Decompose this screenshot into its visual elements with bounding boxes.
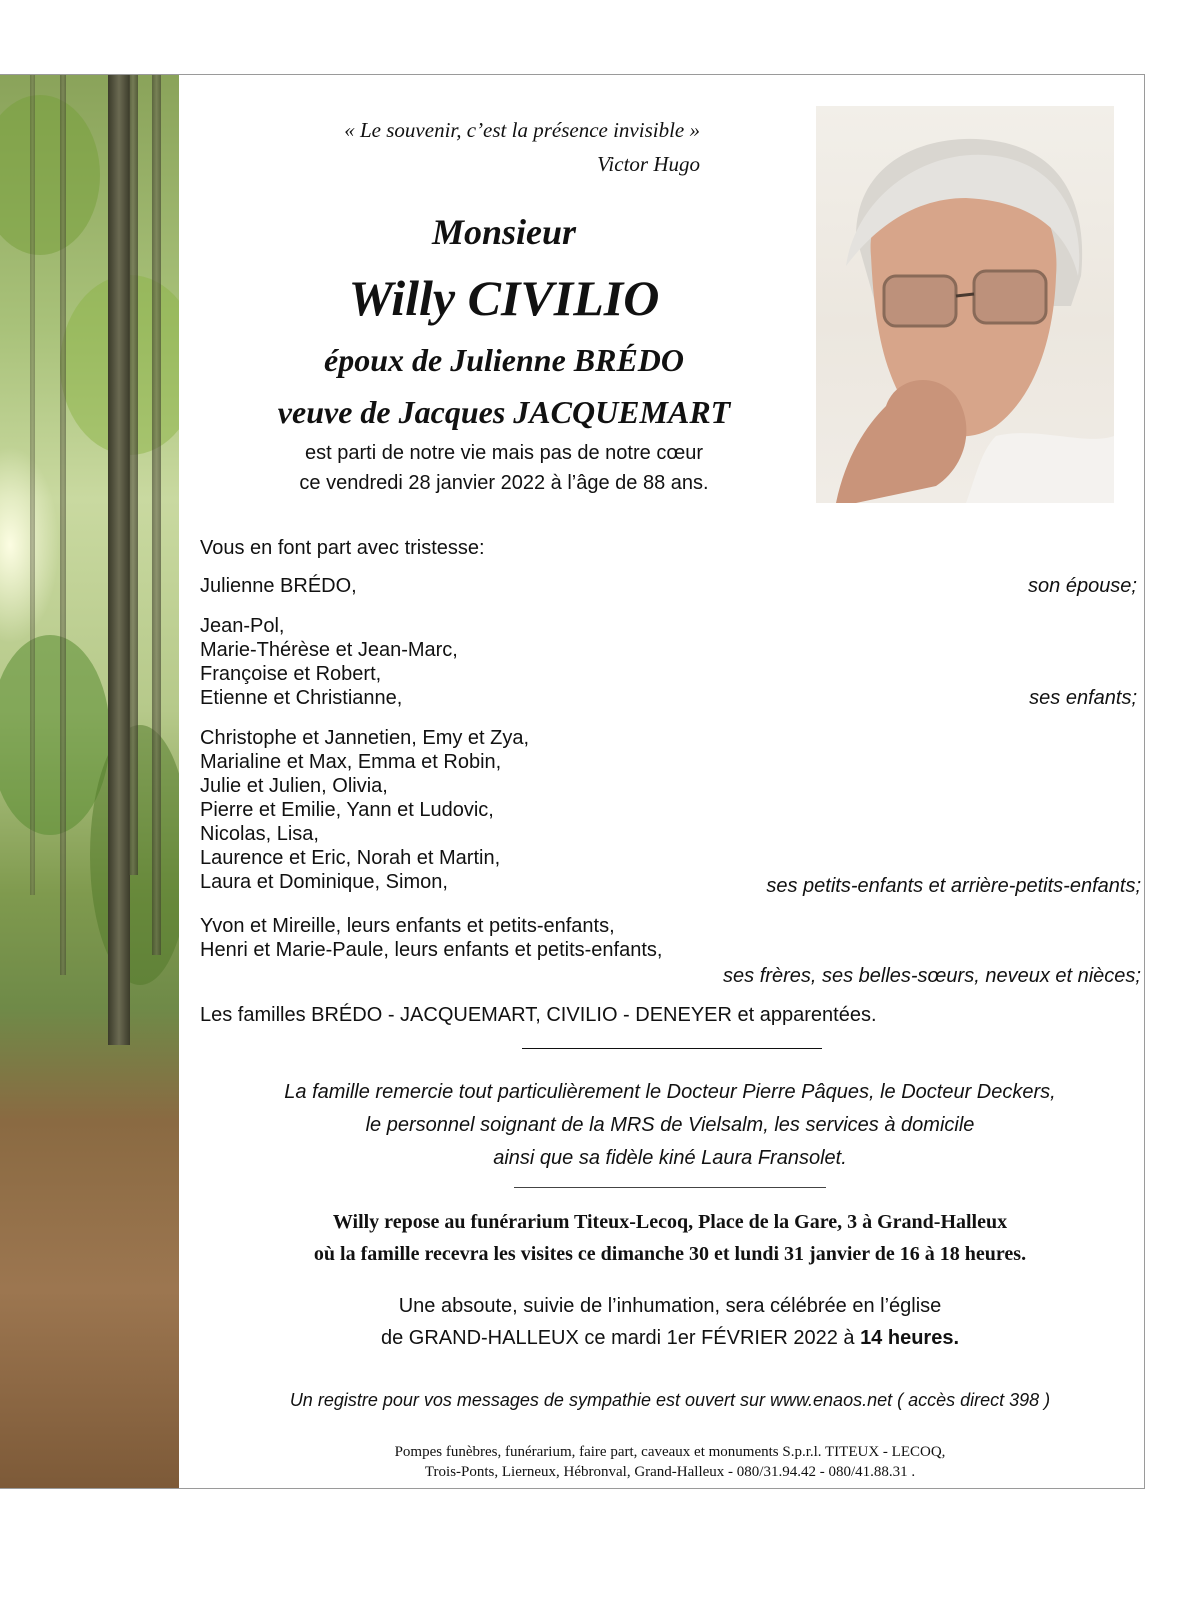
sibling-item: Henri et Marie-Paule, leurs enfants et petits-enfants, — [200, 939, 663, 961]
grandchild-item: Nicolas, Lisa, — [200, 823, 319, 845]
thanks-line: ainsi que sa fidèle kiné Laura Fransolet. — [493, 1147, 847, 1169]
child-item: Jean-Pol, — [200, 615, 285, 637]
family-intro: Vous en font part avec tristesse: — [200, 537, 485, 559]
grandchild-item: Laurence et Eric, Norah et Martin, — [200, 847, 501, 869]
ceremony-line-1: Une absoute, suivie de l’inhumation, sera célébrée en l’église — [398, 1295, 942, 1317]
spouse-role: son épouse; — [1028, 575, 1137, 597]
siblings-role: ses frères, ses belles-sœurs, neveux et nièces; — [723, 965, 1141, 987]
ceremony-time: 14 heures. — [860, 1327, 960, 1349]
thanks-line: le personnel soignant de la MRS de Vielsalm, les services à domicile — [365, 1114, 975, 1136]
ceremony-date: de GRAND-HALLEUX ce mardi 1er FÉVRIER 2022 à — [380, 1327, 861, 1349]
visitation-line: Willy repose au funérarium Titeux-Lecoq, Place de la Gare, 3 à Grand-Halleux — [332, 1211, 1008, 1233]
spouse-line: époux de Julienne BRÉDO — [323, 342, 685, 378]
grandchild-item: Julie et Julien, Olivia, — [200, 775, 388, 797]
child-item: Françoise et Robert, — [200, 663, 382, 685]
grandchild-item: Laura et Dominique, Simon, — [200, 871, 448, 893]
deceased-name: Willy CIVILIO — [348, 270, 660, 326]
children-role: ses enfants; — [1029, 687, 1137, 709]
registry-line: Un registre pour vos messages de sympathie est ouvert sur www.enaos.net ( accès direct 398 ) — [289, 1390, 1051, 1410]
quote-text: « Le souvenir, c’est la présence invisible » — [344, 118, 700, 142]
visitation-line: où la famille recevra les visites ce dimanche 30 et lundi 31 janvier de 16 à 18 heures. — [313, 1243, 1027, 1265]
divider — [522, 1048, 822, 1049]
honorific: Monsieur — [431, 212, 577, 252]
child-item: Marie-Thérèse et Jean-Marc, — [200, 639, 458, 661]
forest-image — [0, 75, 179, 1488]
widow-line: veuve de Jacques JACQUEMART — [277, 394, 731, 430]
grandchild-item: Pierre et Emilie, Yann et Ludovic, — [200, 799, 494, 821]
announcement-line-1: est parti de notre vie mais pas de notre cœur — [305, 442, 703, 464]
families-line: Les familles BRÉDO - JACQUEMART, CIVILIO - DENEYER et apparentées. — [200, 1004, 877, 1026]
child-item: Etienne et Christianne, — [200, 687, 403, 709]
quote-author: Victor Hugo — [597, 152, 700, 176]
ceremony-line-2 — [200, 1322, 1140, 1354]
sibling-item: Yvon et Mireille, leurs enfants et petits-enfants, — [200, 915, 615, 937]
grandchild-item: Marialine et Max, Emma et Robin, — [200, 751, 502, 773]
grandchild-item: Christophe et Jannetien, Emy et Zya, — [200, 727, 530, 749]
spouse-name: Julienne BRÉDO, — [200, 575, 357, 597]
portrait-photo — [816, 106, 1114, 503]
footer-line: Trois-Ponts, Lierneux, Hébronval, Grand-Halleux - 080/31.94.42 - 080/41.88.31 . — [424, 1464, 916, 1480]
announcement-line-2: ce vendredi 28 janvier 2022 à l’âge de 88 ans. — [299, 472, 709, 494]
footer-line: Pompes funèbres, funérarium, faire part, caveaux et monuments S.p.r.l. TITEUX - LECOQ, — [394, 1444, 946, 1460]
divider — [514, 1187, 826, 1188]
grandchildren-role: ses petits-enfants et arrière-petits-enfants; — [766, 875, 1141, 897]
thanks-line: La famille remercie tout particulièrement le Docteur Pierre Pâques, le Docteur Deckers, — [284, 1081, 1056, 1103]
